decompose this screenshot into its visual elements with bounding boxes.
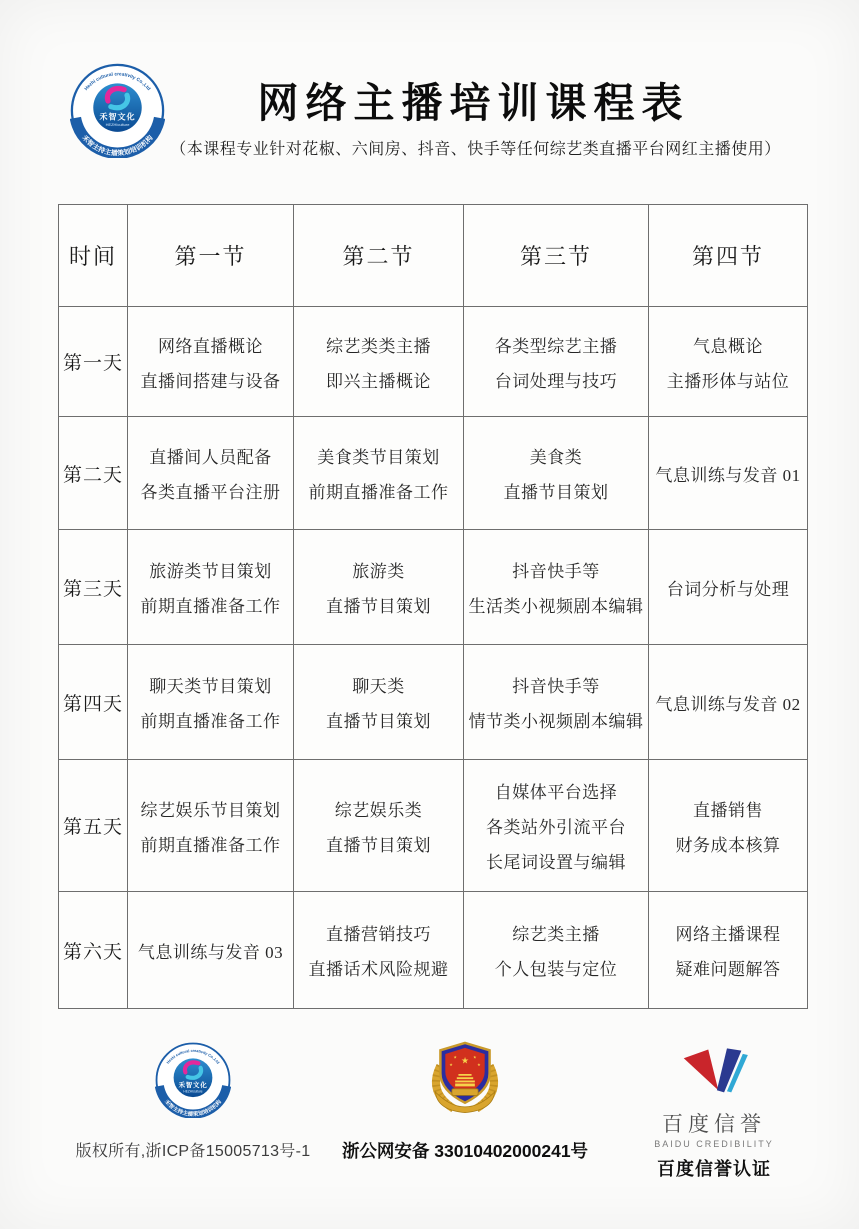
course-cell [464, 645, 649, 760]
course-line: 直播节目策划 [326, 835, 431, 855]
course-cell [294, 760, 464, 892]
copyright-text: 版权所有,浙ICP备15005713号-1 [75, 1143, 311, 1160]
day-cell: 第二天 [59, 417, 128, 530]
course-line: 直播节目策划 [326, 597, 431, 616]
course-cell [294, 892, 464, 1009]
course-table [58, 204, 808, 1009]
course-line: 各类型综艺主播 [494, 336, 618, 356]
course-cell [128, 530, 294, 645]
course-cell [464, 417, 649, 530]
course-cell [649, 645, 808, 760]
table-row [59, 307, 808, 417]
baidu-credibility-icon [678, 1044, 750, 1099]
course-line: 气息训练与发音 02 [655, 694, 801, 714]
course-cell [294, 307, 464, 417]
course-line: 前期直播准备工作 [140, 835, 281, 855]
course-line: 直播节目策划 [326, 712, 431, 731]
course-cell [649, 892, 808, 1009]
footer-police-block [340, 1038, 590, 1163]
column-header: 第二节 [294, 205, 464, 307]
course-line: 气息训练与发音 01 [655, 465, 801, 485]
table-body [59, 307, 808, 1009]
police-badge-icon [424, 1038, 506, 1120]
course-line: 美食类节目策划 [317, 448, 440, 467]
course-cell [464, 760, 649, 892]
course-line: 直播销售 [693, 800, 763, 820]
course-line: 前期直播准备工作 [140, 712, 281, 731]
course-line: 综艺娱乐类 [334, 800, 423, 820]
course-line: 气息概论 [693, 336, 763, 356]
course-cell [649, 307, 808, 417]
course-line: 综艺娱乐节目策划 [140, 800, 281, 820]
course-line: 情节类小视频剧本编辑 [468, 712, 644, 731]
column-header: 第四节 [649, 205, 808, 307]
course-cell [649, 760, 808, 892]
course-line: 旅游类 [352, 562, 405, 581]
course-cell [464, 530, 649, 645]
course-line: 气息训练与发音 03 [137, 942, 284, 962]
course-line: 主播形体与站位 [666, 371, 790, 391]
course-line: 即兴主播概论 [326, 371, 431, 391]
day-cell: 第一天 [59, 307, 128, 417]
table-row [59, 760, 808, 892]
column-header: 第一节 [128, 205, 294, 307]
column-header: 时间 [59, 205, 128, 307]
course-cell [128, 307, 294, 417]
course-line: 财务成本核算 [675, 835, 781, 855]
course-cell [294, 417, 464, 530]
course-line: 抖音快手等 [512, 677, 600, 696]
baidu-cert-text: 百度信誉认证 [657, 1159, 771, 1179]
company-seal-logo [155, 1042, 231, 1118]
course-cell [294, 645, 464, 760]
course-cell [128, 645, 294, 760]
column-header: 第三节 [464, 205, 649, 307]
course-line: 疑难问题解答 [675, 960, 781, 979]
course-line: 旅游类节目策划 [149, 562, 272, 581]
day-cell: 第五天 [59, 760, 128, 892]
footer-baidu-block [600, 1044, 828, 1181]
course-line: 前期直播准备工作 [140, 597, 281, 616]
course-line: 抖音快手等 [512, 562, 600, 581]
course-line: 直播营销技巧 [326, 925, 431, 944]
course-line: 各类站外引流平台 [486, 818, 626, 837]
course-line: 直播间搭建与设备 [140, 371, 281, 391]
day-cell: 第三天 [59, 530, 128, 645]
course-cell [294, 530, 464, 645]
course-line: 美食类 [529, 448, 583, 467]
course-line: 综艺类主播 [512, 925, 600, 944]
course-cell [128, 892, 294, 1009]
course-line: 网络直播概论 [158, 336, 263, 356]
course-line: 前期直播准备工作 [308, 483, 449, 502]
footer-copyright-block [58, 1042, 328, 1161]
table-row [59, 892, 808, 1009]
baidu-brand-en-text: BAIDU CREDIBILITY [654, 1139, 774, 1149]
course-line: 直播话术风险规避 [308, 960, 449, 979]
table-row [59, 645, 808, 760]
course-line: 聊天类 [352, 677, 405, 696]
header-row [59, 205, 808, 307]
table-row [59, 530, 808, 645]
course-cell [464, 892, 649, 1009]
course-line: 自媒体平台选择 [494, 783, 618, 802]
course-cell [128, 417, 294, 530]
course-line: 网络主播课程 [675, 925, 781, 944]
baidu-brand-text: 百度信誉 [662, 1113, 766, 1136]
page-subtitle: （本课程专业针对花椒、六间房、抖音、快手等任何综艺类直播平台网红主播使用） [170, 141, 781, 158]
course-line: 各类直播平台注册 [140, 483, 281, 502]
day-cell: 第六天 [59, 892, 128, 1009]
course-cell [649, 530, 808, 645]
page-title: 网络主播培训课程表 [257, 80, 690, 126]
course-cell [649, 417, 808, 530]
course-cell [128, 760, 294, 892]
course-line: 台词分析与处理 [666, 579, 790, 599]
course-line: 台词处理与技巧 [494, 371, 618, 391]
course-line: 综艺类类主播 [326, 336, 431, 356]
police-record-text: 浙公网安备 33010402000241号 [341, 1141, 589, 1161]
course-line: 长尾词设置与编辑 [486, 853, 626, 872]
course-line: 生活类小视频剧本编辑 [468, 597, 644, 616]
course-line: 直播间人员配备 [149, 448, 272, 467]
course-line: 聊天类节目策划 [149, 677, 272, 696]
course-cell [464, 307, 649, 417]
course-line: 直播节目策划 [503, 483, 609, 502]
course-line: 个人包装与定位 [494, 960, 618, 979]
table-row [59, 417, 808, 530]
day-cell: 第四天 [59, 645, 128, 760]
